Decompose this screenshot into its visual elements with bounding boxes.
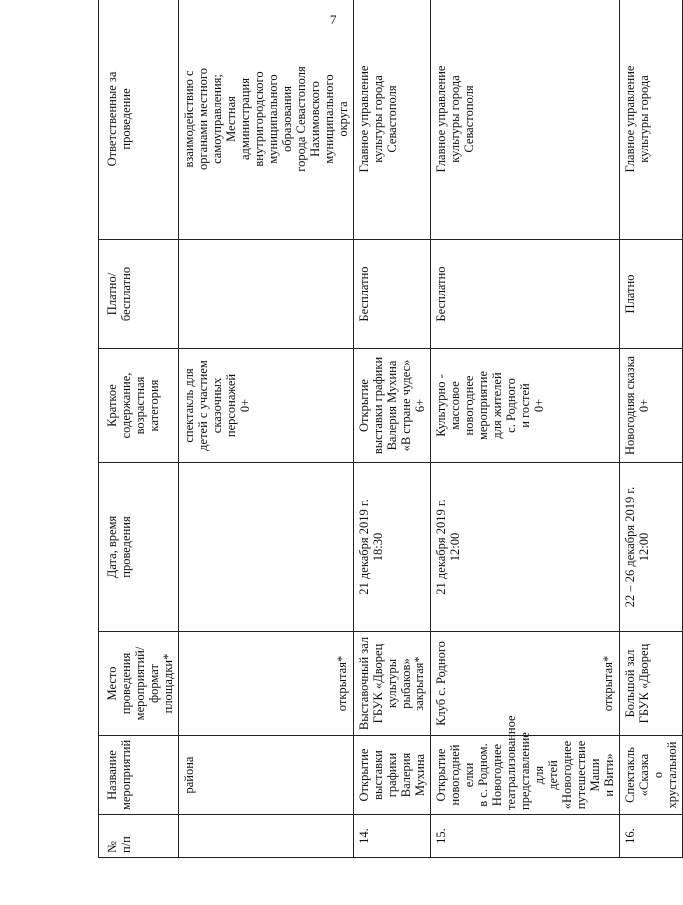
table-row (431, 0, 620, 858)
cell-price (179, 240, 354, 349)
cell-responsible: Главное управление культуры города Севастополя (431, 0, 620, 240)
cell-name: Спектакль «Сказка о хрустальной (620, 736, 683, 815)
table-row (620, 0, 683, 858)
header-price: Платно/ бесплатно (99, 240, 179, 349)
header-responsible: Ответственные за проведение (99, 0, 179, 240)
header-date: Дата, время проведения (99, 463, 179, 632)
cell-responsible: Главное управление культуры города Севастополя (354, 0, 431, 240)
cell-place (620, 632, 683, 736)
cell-place-format: открытая* (335, 655, 349, 712)
cell-content: Культурно - массовое новогоднее мероприятие для жителей с. Родного и гостей 0+ (431, 349, 620, 463)
events-table (98, 0, 683, 858)
cell-price: Платно (620, 240, 683, 349)
cell-date: 21 декабря 2019 г. 12:00 (431, 463, 620, 632)
cell-num (179, 815, 354, 858)
rotated-table-container (98, 62, 679, 858)
cell-name: района (179, 736, 354, 815)
table-row (179, 0, 354, 858)
table-header-row (99, 0, 179, 858)
cell-place (354, 632, 431, 736)
cell-responsible: взаимодействию с органами местного самоуправления; Местная администрация внутригородского муниципального образования города Севастополя Нахимовского муниципального округа (179, 0, 354, 240)
table-row (354, 0, 431, 858)
cell-place (431, 632, 620, 736)
cell-date: 22 – 26 декабря 2019 г. 12:00 (620, 463, 683, 632)
cell-responsible: Главное управление культуры города (620, 0, 683, 240)
header-content: Краткое содержание, возрастная категория (99, 349, 179, 463)
page-number: 7 (330, 12, 337, 27)
cell-date (179, 463, 354, 632)
cell-content: Новогодняя сказка 0+ (620, 349, 683, 463)
cell-num: 14. (354, 815, 431, 858)
cell-place (179, 632, 354, 736)
cell-place-text: Выставочный зал ГБУК «Дворец культуры рыбаков» (357, 636, 413, 731)
cell-place-format: открытая* (601, 655, 615, 712)
cell-name: Открытие выставки графики Валерия Мухина (354, 736, 431, 815)
cell-place-text: Клуб с. Родного (434, 641, 448, 726)
rotated-table-frame (98, 62, 679, 858)
cell-place-format: закрытая* (412, 656, 426, 711)
cell-price: Бесплатно (431, 240, 620, 349)
cell-content: спектакль для детей с участием сказочных персонажей 0+ (179, 349, 354, 463)
cell-num: 16. (620, 815, 683, 858)
header-place: Место проведения мероприятий/ формат площадки* (99, 632, 179, 736)
cell-name: Открытие новогодней елки в с. Родном. Новогоднее театрализованное представление для детей «Новогоднее путешествие Маши и Вити» (431, 736, 620, 815)
cell-price: Бесплатно (354, 240, 431, 349)
cell-content: Открытие выставки графики Валерия Мухина «В стране чудес» 6+ (354, 349, 431, 463)
header-name: Название мероприятий (99, 736, 179, 815)
cell-date: 21 декабря 2019 г. 18:30 (354, 463, 431, 632)
cell-place-text: Большой зал ГБУК «Дворец (623, 643, 651, 724)
header-num: № п/п (99, 815, 179, 858)
cell-num: 15. (431, 815, 620, 858)
